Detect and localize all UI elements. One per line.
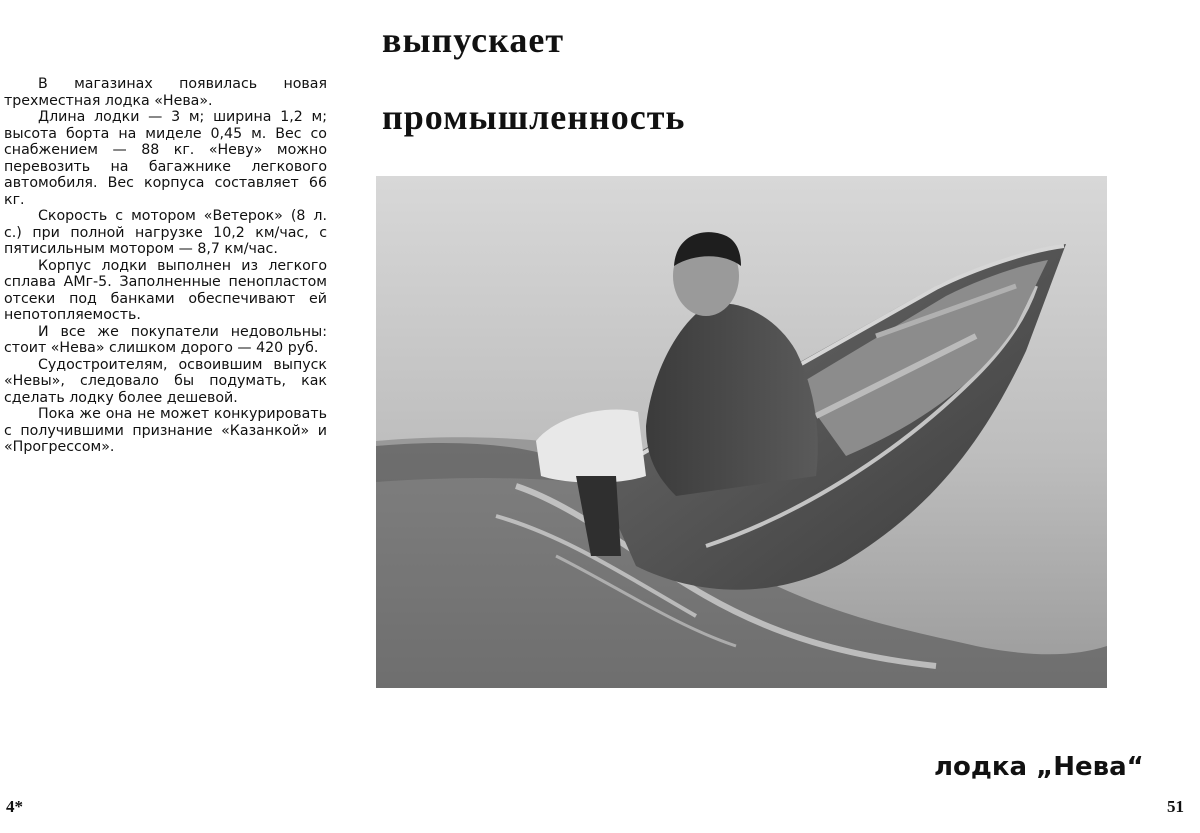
article-paragraph: Длина лодки — 3 м; ширина 1,2 м; высота борта на миделе 0,45 м. Вес со снабжением — 88 кг. «Неву» можно перевозить на багажнике легкового автомобиля. Вес корпуса составляет 66 кг. xyxy=(4,109,327,208)
headline-line-2: промышленность xyxy=(382,97,686,137)
article-paragraph: Пока же она не может конкурировать с получившими признание «Казанкой» и «Прогрессом». xyxy=(4,406,327,455)
article-paragraph: И все же покупатели недовольны: стоит «Нева» слишком дорого — 420 руб. xyxy=(4,323,327,356)
boat-photo xyxy=(376,176,1107,688)
article-paragraph: Судостроителям, освоившим выпуск «Невы», следовало бы подумать, как сделать лодку более дешевой. xyxy=(4,356,327,406)
page-number-left: 4* xyxy=(6,797,23,816)
article-paragraph: В магазинах появилась новая трехместная лодка «Нева». xyxy=(4,76,327,109)
article-paragraph: Корпус лодки выполнен из легкого сплава АМг-5. Заполненные пенопластом отсеки под банками обеспечивают ей непотопляемость. xyxy=(4,257,327,323)
article-column xyxy=(4,76,327,456)
photo-caption: лодка „Нева“ xyxy=(934,752,1144,782)
boat-photo-icon xyxy=(376,176,1107,688)
article-paragraph: Скорость с мотором «Ветерок» (8 л. с.) при полной нагрузке 10,2 км/час, с пятисильным мотором — 8,7 км/час. xyxy=(4,208,327,257)
headline-line-1: выпускает xyxy=(382,20,565,60)
page-number-right: 51 xyxy=(1167,797,1184,816)
